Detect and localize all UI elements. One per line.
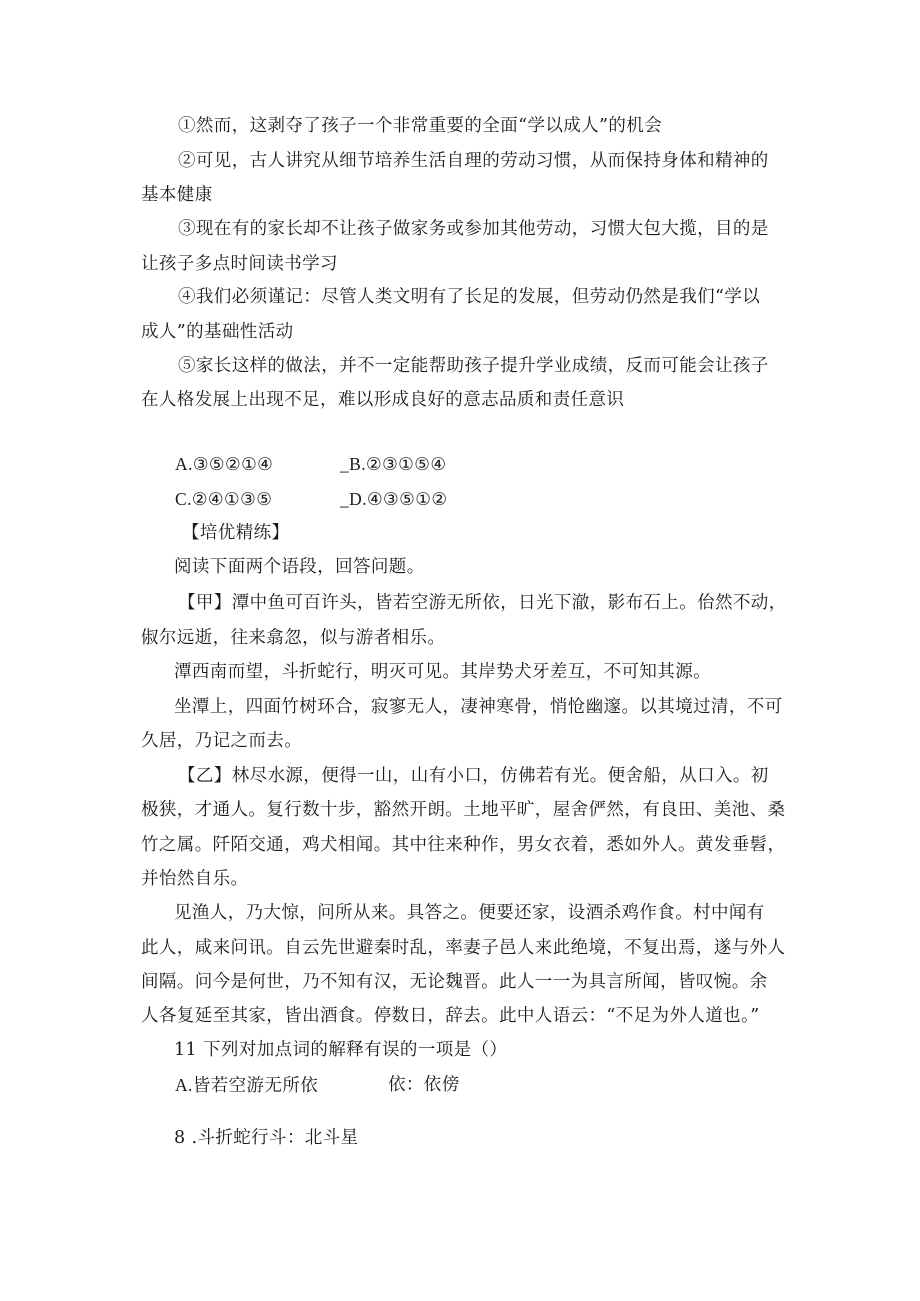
option-a: A.③⑤②①④: [175, 454, 274, 474]
sentence-1: ①然而，这剥夺了孩子一个非常重要的全面“学以成人”的机会: [178, 116, 663, 136]
sentence-3-line-1: ③现在有的家长却不让孩子做家务或参加其他劳动，习惯大包大揽，目的是: [178, 219, 769, 239]
jia-para-3-line-1: 坐潭上，四面竹树环合，寂寥无人，凄神寒骨，悄怆幽邃。以其境过清，不可: [174, 697, 783, 717]
question-option-a-text: A.皆若空游无所依: [175, 1075, 319, 1095]
sentence-4-line-1: ④我们必须谨记：尽管人类文明有了长足的发展，但劳动仍然是我们“学以: [178, 287, 761, 307]
sentence-2-line-1: ②可见，古人讲究从细节培养生活自理的劳动习惯，从而保持身体和精神的: [178, 151, 769, 171]
option-b: _B.②③①⑤④: [340, 454, 447, 474]
yi-para-2-line-3: 间隔。问今是何世，乃不知有汉，无论魏晋。此人一一为具言所闻，皆叹惋。余: [141, 972, 768, 992]
option-d: _D.④③⑤①②: [340, 489, 448, 509]
question-option-b: 8 .斗折蛇行斗：北斗星: [174, 1128, 359, 1148]
option-c: C.②④①③⑤: [175, 489, 273, 509]
sentence-5-line-1: ⑤家长这样的做法，并不一定能帮助孩子提升学业成绩，反而可能会让孩子: [178, 356, 769, 376]
yi-para-2-line-2: 此人，咸来问讯。自云先世避秦时乱，率妻子邑人来此绝境，不复出焉，遂与外人: [141, 938, 786, 958]
section-heading: 【培优精练】: [182, 523, 290, 543]
jia-para-2: 潭西南而望，斗折蛇行，明灭可见。其岸势犬牙差互，不可知其源。: [174, 662, 711, 682]
question-stem: 11 下列对加点词的解释有误的一项是（）: [174, 1040, 508, 1060]
sentence-3-line-2: 让孩子多点时间读书学习: [141, 254, 338, 274]
sentence-5-line-2: 在人格发展上出现不足，难以形成良好的意志品质和责任意识: [141, 390, 625, 410]
instruction: 阅读下面两个语段，回答问题。: [174, 557, 425, 577]
yi-para-1-line-3: 竹之属。阡陌交通，鸡犬相闻。其中往来种作，男女衣着，悉如外人。黄发垂髫，: [141, 835, 786, 855]
yi-para-2-line-4: 人各复延至其家，皆出酒食。停数日，辞去。此中人语云：“不足为外人道也。”: [141, 1006, 760, 1026]
jia-para-1-line-2: 俶尔远逝，往来翕忽，似与游者相乐。: [141, 628, 446, 648]
jia-para-1-line-1: 【甲】潭中鱼可百许头，皆若空游无所依，日光下澈，影布石上。佁然不动，: [178, 593, 787, 613]
yi-para-1-line-1: 【乙】林尽水源，便得一山，山有小口，仿佛若有光。便舍船，从口入。初: [178, 766, 769, 786]
question-option-a-gloss: 依：依傍: [388, 1075, 460, 1095]
yi-para-2-line-1: 见渔人，乃大惊，问所从来。具答之。便要还家，设酒杀鸡作食。村中闻有: [174, 903, 765, 923]
sentence-2-line-2: 基本健康: [141, 185, 213, 205]
yi-para-1-line-4: 并怡然自乐。: [141, 869, 249, 889]
yi-para-1-line-2: 极狭，才通人。复行数十步，豁然开朗。土地平旷，屋舍俨然，有良田、美池、桑: [141, 800, 786, 820]
sentence-4-line-2: 成人”的基础性活动: [141, 322, 294, 342]
jia-para-3-line-2: 久居，乃记之而去。: [141, 731, 303, 751]
